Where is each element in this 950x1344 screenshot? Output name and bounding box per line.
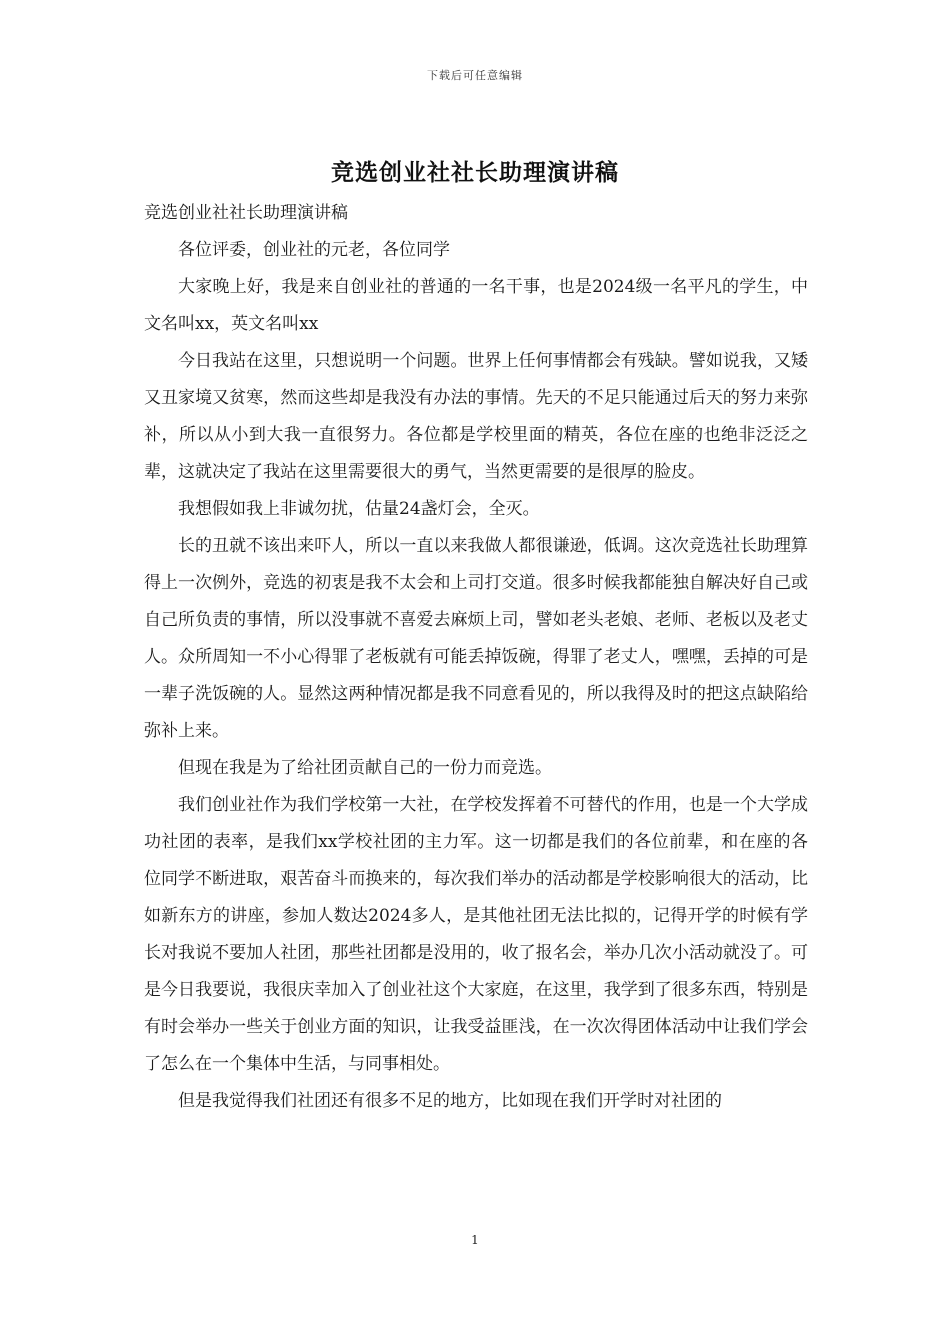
paragraph: 今日我站在这里，只想说明一个问题。世界上任何事情都会有残缺。譬如说我，又矮又丑家境又贫寒，然而这些却是我没有办法的事情。先天的不足只能通过后天的努力来弥补，所以从小到大我一直很努力。各位都是学校里面的精英，各位在座的也绝非泛泛之辈，这就决定了我站在这里需要很大的勇气，当然更需要的是很厚的脸皮。 bbox=[144, 351, 808, 482]
document-body bbox=[144, 195, 808, 1120]
paragraph: 我想假如我上非诚勿扰，估量24盏灯会，全灭。 bbox=[178, 499, 540, 519]
document-title: 竞选创业社社长助理演讲稿 bbox=[331, 159, 619, 186]
paragraph: 大家晚上好，我是来自创业社的普通的一名干事，也是2024级一名平凡的学生，中文名叫xx，英文名叫xx bbox=[144, 277, 808, 334]
paragraph: 但是我觉得我们社团还有很多不足的地方，比如现在我们开学时对社团的 bbox=[178, 1091, 722, 1111]
paragraph: 但现在我是为了给社团贡献自己的一份力而竞选。 bbox=[178, 758, 552, 778]
paragraph: 长的丑就不该出来吓人，所以一直以来我做人都很谦逊，低调。这次竞选社长助理算得上一次例外，竞选的初衷是我不太会和上司打交道。很多时候我都能独自解决好自己或自己所负责的事情，所以没事就不喜爱去麻烦上司，譬如老头老娘、老师、老板以及老丈人。众所周知一不小心得罪了老板就有可能丢掉饭碗，得罪了老丈人，嘿嘿，丢掉的可是一辈子洗饭碗的人。显然这两种情况都是我不同意看见的，所以我得及时的把这点缺陷给弥补上来。 bbox=[144, 536, 808, 741]
paragraph-subtitle: 竞选创业社社长助理演讲稿 bbox=[144, 203, 348, 223]
page-number: 1 bbox=[471, 1233, 479, 1247]
header-note: 下载后可任意编辑 bbox=[427, 69, 523, 82]
paragraph-salutation: 各位评委，创业社的元老，各位同学 bbox=[178, 240, 450, 260]
paragraph: 我们创业社作为我们学校第一大社，在学校发挥着不可替代的作用，也是一个大学成功社团的表率，是我们xx学校社团的主力军。这一切都是我们的各位前辈，和在座的各位同学不断进取，艰苦奋斗而换来的，每次我们举办的活动都是学校影响很大的活动，比如新东方的讲座，参加人数达2024多人，是其他社团无法比拟的，记得开学的时候有学长对我说不要加人社团，那些社团都是没用的，收了报名会，举办几次小活动就没了。可是今日我要说，我很庆幸加入了创业社这个大家庭，在这里，我学到了很多东西，特别是有时会举办一些关于创业方面的知识，让我受益匪浅，在一次次得团体活动中让我们学会了怎么在一个集体中生活，与同事相处。 bbox=[144, 795, 808, 1074]
